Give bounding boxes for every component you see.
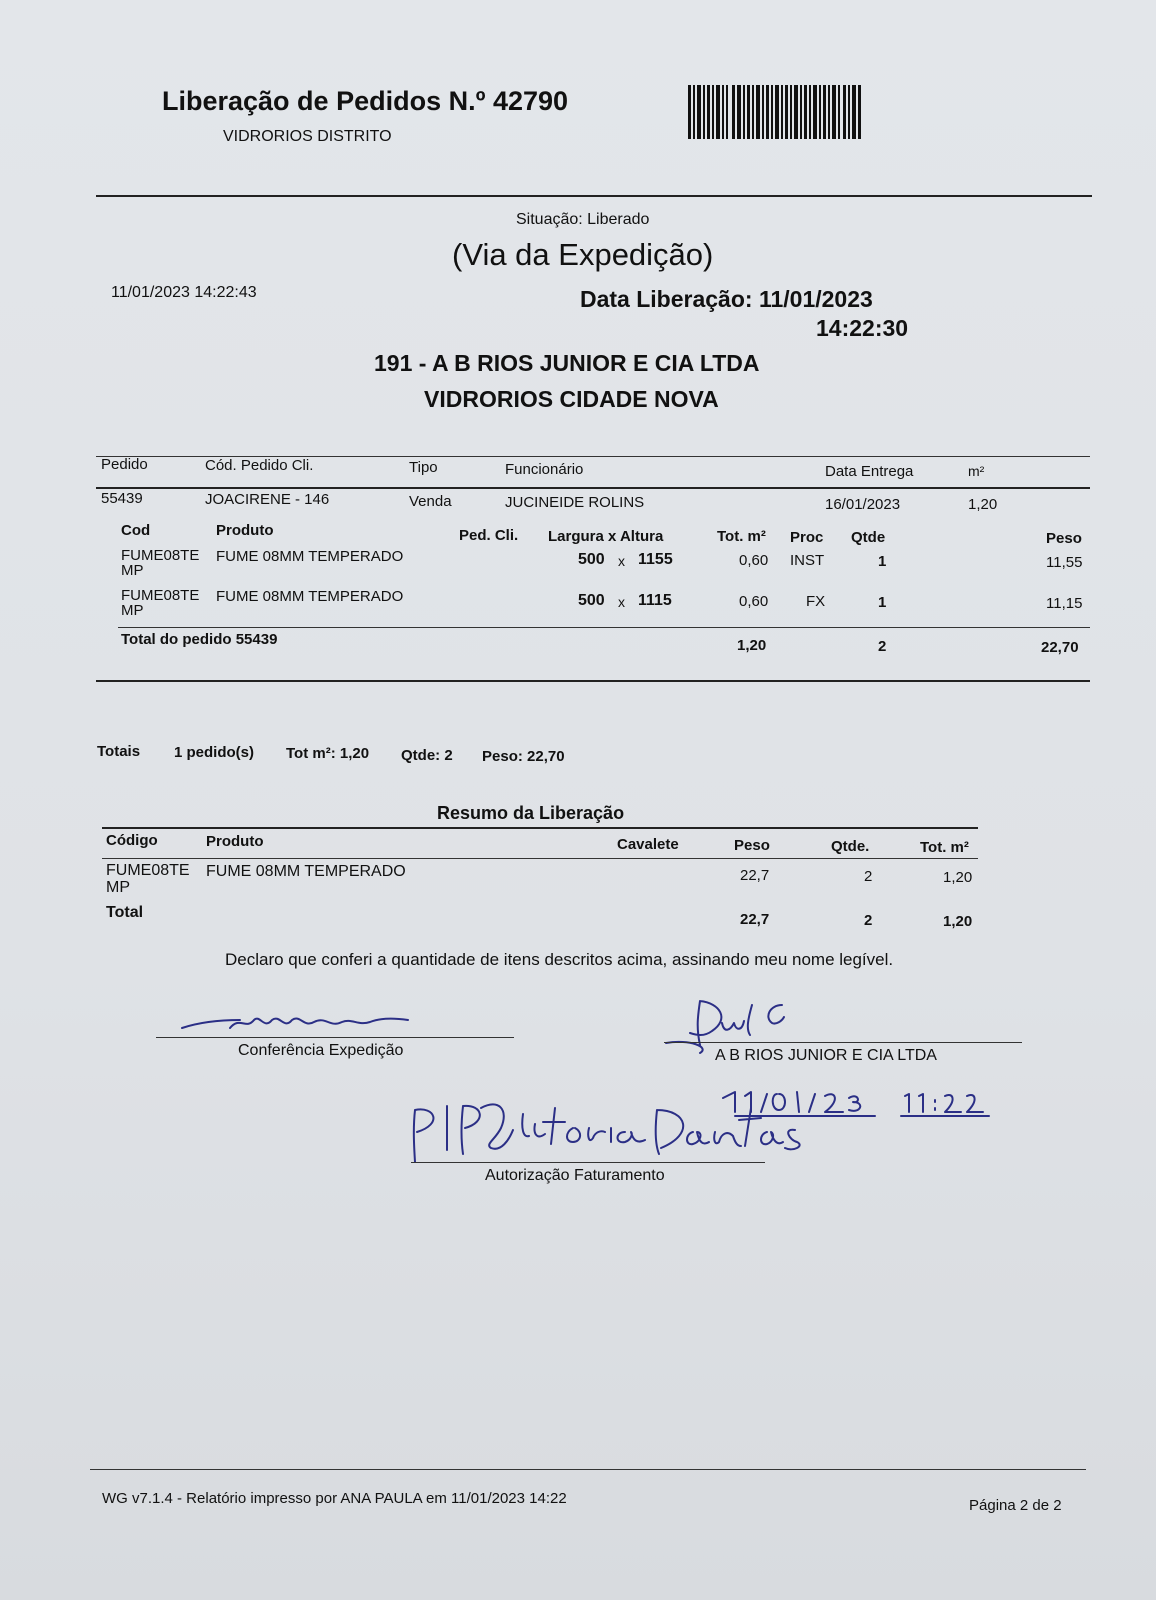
barcode <box>688 85 864 139</box>
totais-label: Totais <box>97 743 141 760</box>
item-cod-suffix: MP <box>121 562 144 579</box>
m2-value: 1,20 <box>968 496 998 513</box>
resumo-total-m2: 1,20 <box>943 913 973 930</box>
item-qtde: 1 <box>878 553 887 570</box>
footer-info: WG v7.1.4 - Relatório impresso por ANA PAULA em 11/01/2023 14:22 <box>102 1490 567 1507</box>
item-largura: 500 <box>578 592 605 609</box>
totais-peso: Peso: 22,70 <box>482 748 565 765</box>
item-peso: 11,55 <box>1046 554 1083 571</box>
resumo-header-rule <box>102 858 978 859</box>
item-altura: 1115 <box>638 592 672 609</box>
resumo-total-peso: 22,7 <box>740 911 770 928</box>
resumo-col-qtde: Qtde. <box>831 838 870 855</box>
resumo-col-tot-m2: Tot. m² <box>920 839 969 856</box>
item-largura: 500 <box>578 551 605 568</box>
situacao-label: Situação: Liberado <box>516 211 650 228</box>
resumo-peso: 22,7 <box>740 867 770 884</box>
data-liberacao: Data Liberação: 11/01/2023 <box>580 286 873 312</box>
item-produto: FUME 08MM TEMPERADO <box>216 588 404 605</box>
resumo-cod: FUME08TE <box>106 862 190 879</box>
totais-pedidos: 1 pedido(s) <box>174 744 255 761</box>
item-x: x <box>618 553 625 569</box>
conferencia-label: Conferência Expedição <box>238 1042 404 1059</box>
page-number: Página 2 de 2 <box>969 1497 1062 1514</box>
signature-cliente <box>660 995 820 1055</box>
print-timestamp: 11/01/2023 14:22:43 <box>111 284 257 301</box>
resumo-m2: 1,20 <box>943 869 973 886</box>
resumo-col-cavalete: Cavalete <box>617 836 679 853</box>
item-proc: INST <box>790 552 825 569</box>
funcionario-value: JUCINEIDE ROLINS <box>505 494 645 511</box>
resumo-qtde: 2 <box>864 868 873 885</box>
conferencia-line <box>156 1037 514 1038</box>
item-tot-m2: 0,60 <box>739 552 769 569</box>
footer-rule <box>90 1469 1086 1470</box>
data-liberacao-time: 14:22:30 <box>816 315 909 341</box>
item-x: x <box>618 594 625 610</box>
item-proc: FX <box>806 593 826 610</box>
totais-qtde: Qtde: 2 <box>401 747 453 764</box>
cliente-line <box>664 1042 1022 1043</box>
item-cod: FUME08TE <box>121 587 200 604</box>
item-altura: 1155 <box>638 551 673 568</box>
tipo-value: Venda <box>409 493 452 510</box>
pedido-number: 55439 <box>101 490 143 507</box>
item-produto: FUME 08MM TEMPERADO <box>216 548 404 565</box>
col-cod-pedido-cli: Cód. Pedido Cli. <box>205 457 314 474</box>
pedido-header-rule <box>96 487 1090 489</box>
total-pedido-label: Total do pedido 55439 <box>121 631 278 648</box>
total-pedido-rule <box>118 627 1090 628</box>
document-title: Liberação de Pedidos N.º 42790 <box>162 86 569 116</box>
total-pedido-peso: 22,70 <box>1041 639 1079 656</box>
item-col-largura-altura: Largura x Altura <box>548 528 664 545</box>
autorizacao-line <box>411 1162 765 1163</box>
item-col-peso: Peso <box>1046 530 1082 547</box>
autorizacao-label: Autorização Faturamento <box>485 1167 665 1184</box>
resumo-cod-suffix: MP <box>106 879 130 896</box>
cod-pedido-cli: JOACIRENE - 146 <box>205 491 330 508</box>
resumo-total-label: Total <box>106 904 144 921</box>
via-label: (Via da Expedição) <box>452 237 714 272</box>
pedido-bottom-rule <box>96 680 1090 682</box>
item-cod-suffix: MP <box>121 602 144 619</box>
item-cod: FUME08TE <box>121 547 200 564</box>
cliente-name: 191 - A B RIOS JUNIOR E CIA LTDA <box>374 350 760 376</box>
cliente-store: VIDRORIOS CIDADE NOVA <box>424 386 719 412</box>
col-tipo: Tipo <box>409 459 438 476</box>
cliente-sign-label: A B RIOS JUNIOR E CIA LTDA <box>715 1047 937 1064</box>
declaracao-text: Declaro que conferi a quantidade de itens descritos acima, assinando meu nome legível. <box>225 950 894 969</box>
resumo-total-qtde: 2 <box>864 912 873 929</box>
col-funcionario: Funcionário <box>505 461 584 478</box>
resumo-produto: FUME 08MM TEMPERADO <box>206 863 406 880</box>
data-entrega-value: 16/01/2023 <box>825 496 901 513</box>
item-col-tot-m2: Tot. m² <box>717 528 766 545</box>
total-pedido-qtde: 2 <box>878 638 887 655</box>
resumo-col-peso: Peso <box>734 837 770 854</box>
totais-m2: Tot m²: 1,20 <box>286 745 370 762</box>
signature-conferencia <box>180 1008 420 1038</box>
resumo-col-codigo: Código <box>106 832 158 849</box>
resumo-title: Resumo da Liberação <box>437 803 625 823</box>
item-tot-m2: 0,60 <box>739 593 769 610</box>
company-name: VIDRORIOS DISTRITO <box>223 128 392 145</box>
col-m2: m² <box>968 463 985 479</box>
signature-autorizacao <box>405 1088 995 1168</box>
item-qtde: 1 <box>878 594 887 611</box>
resumo-top-rule <box>102 827 978 829</box>
header-divider <box>96 195 1092 197</box>
item-col-qtde: Qtde <box>851 529 886 546</box>
item-col-produto: Produto <box>216 522 274 539</box>
col-pedido: Pedido <box>101 456 148 473</box>
total-pedido-m2: 1,20 <box>737 637 767 654</box>
resumo-col-produto: Produto <box>206 833 264 850</box>
item-col-proc: Proc <box>790 529 824 546</box>
item-col-ped-cli: Ped. Cli. <box>459 527 519 544</box>
item-col-cod: Cod <box>121 522 151 539</box>
col-data-entrega: Data Entrega <box>825 463 914 480</box>
item-peso: 11,15 <box>1046 595 1083 612</box>
